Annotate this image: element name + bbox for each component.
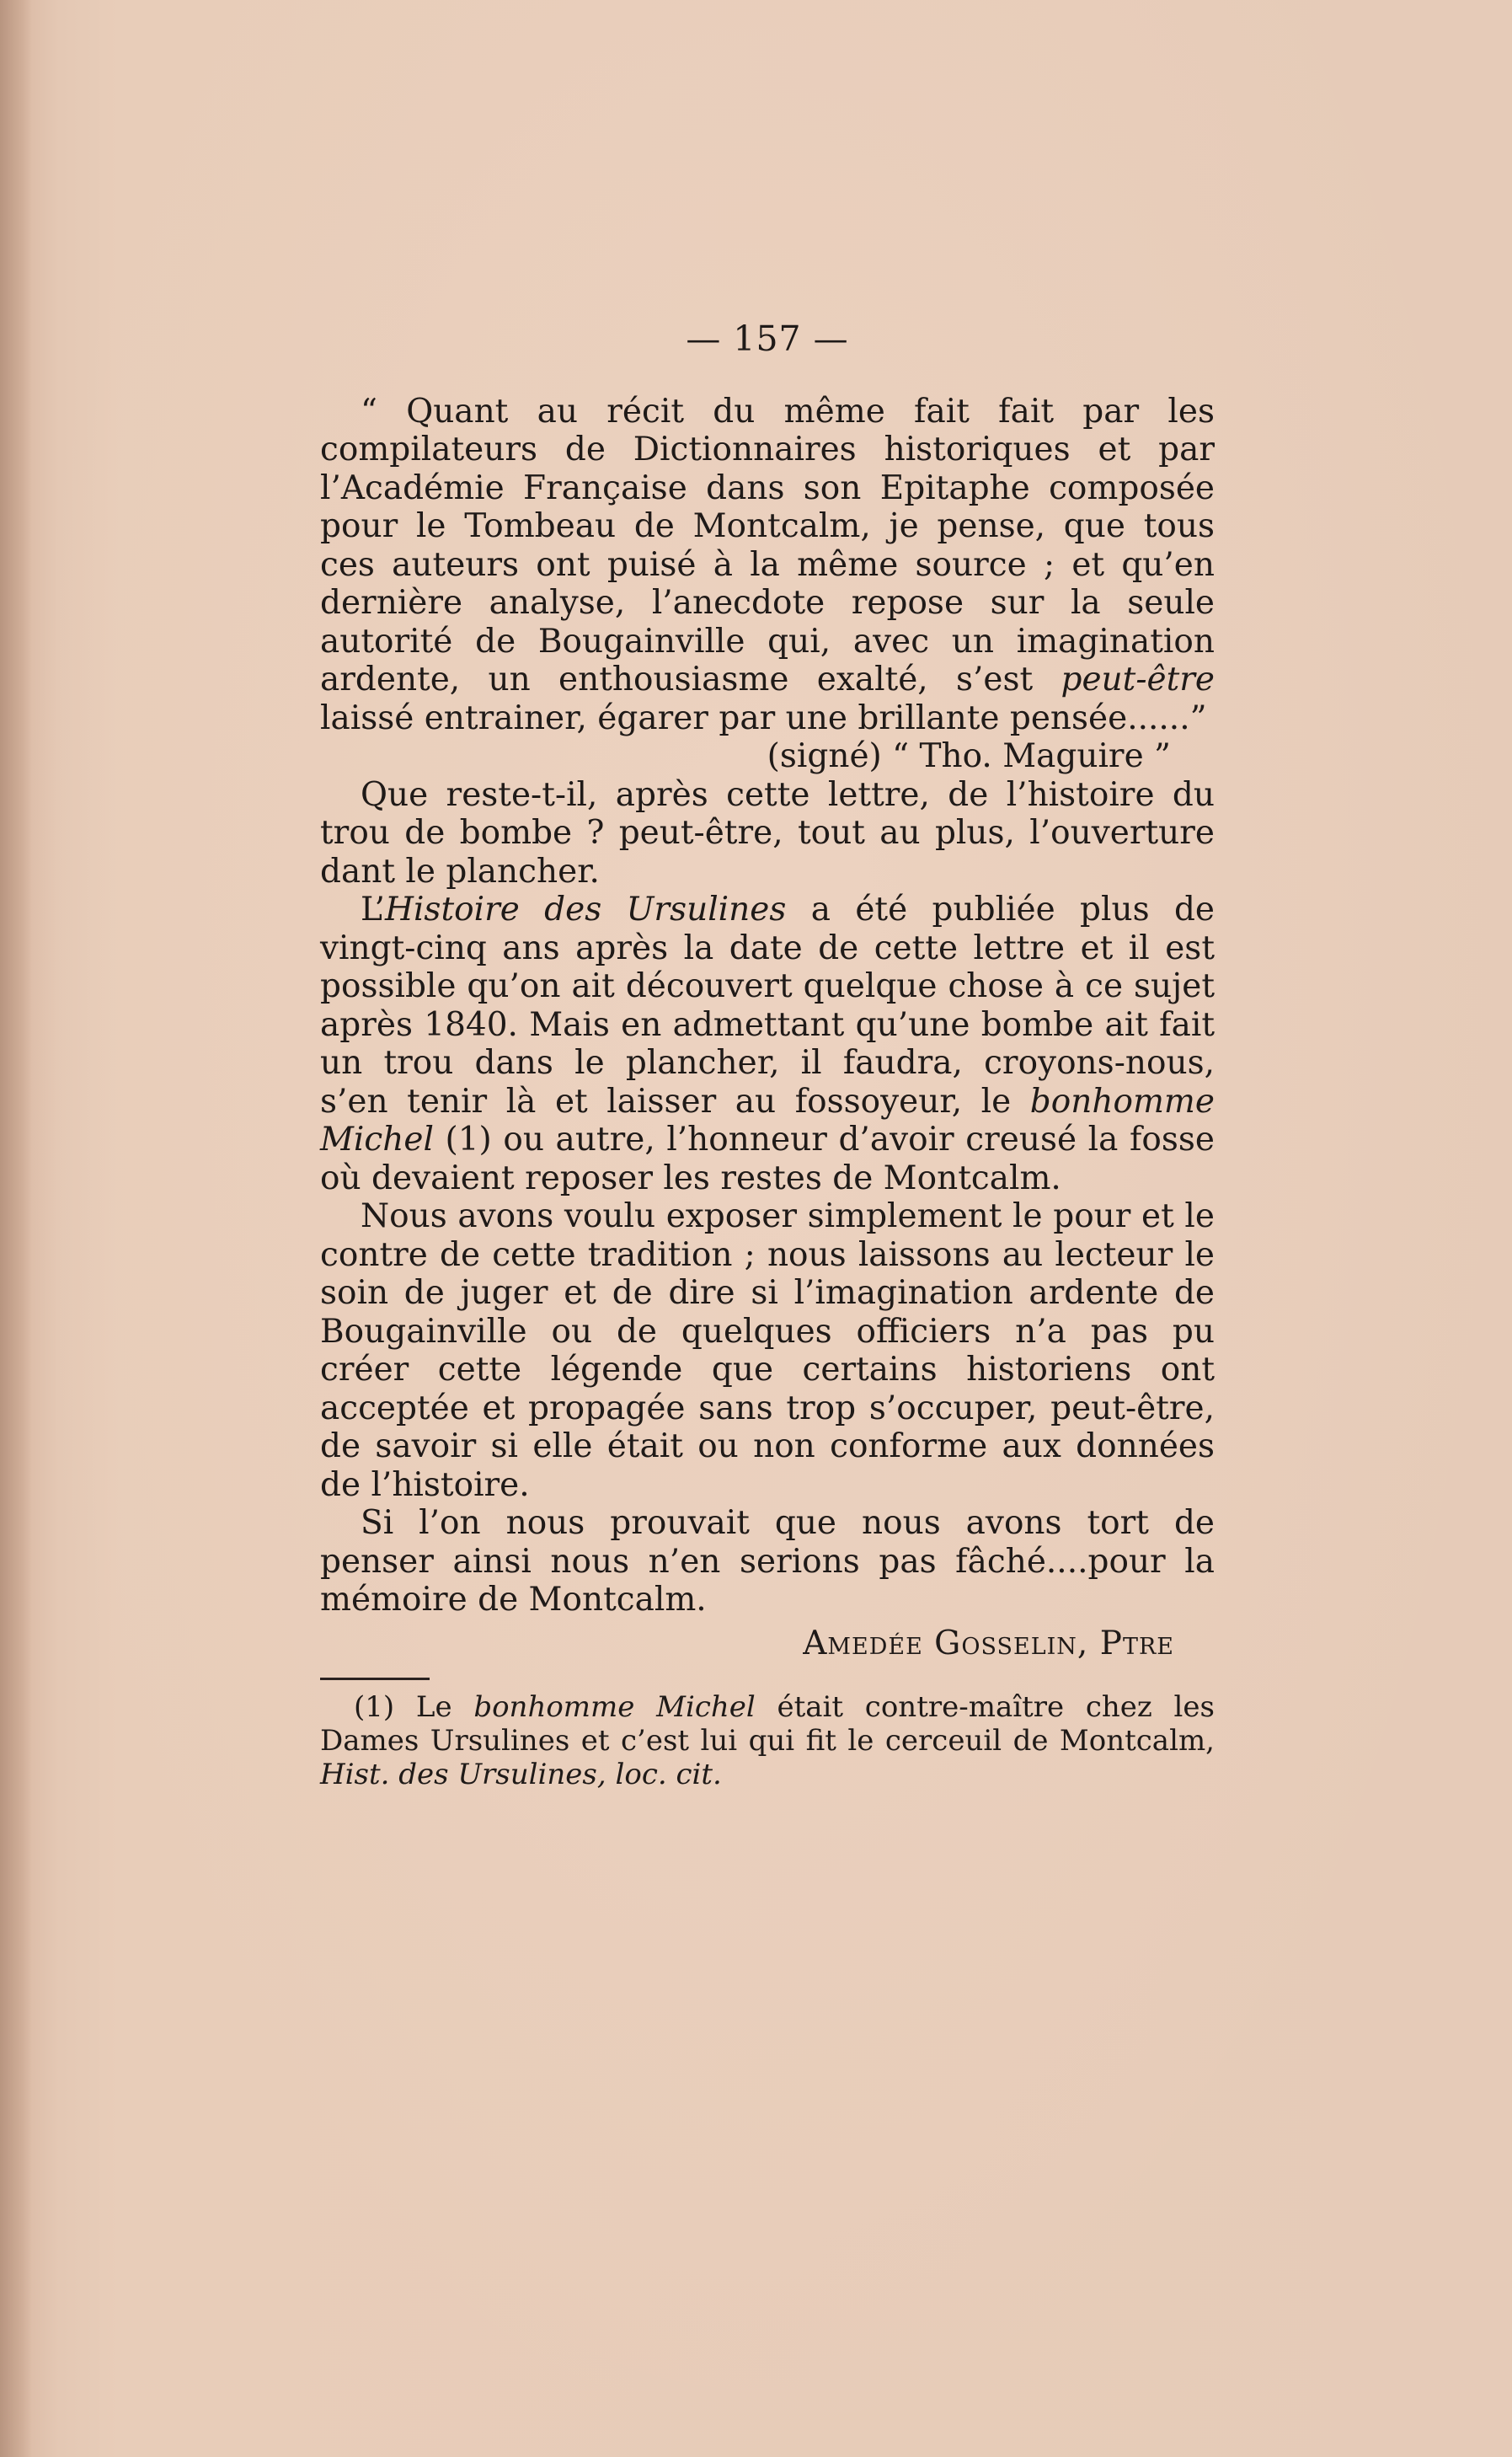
- paragraph-3: [320, 891, 1215, 1197]
- p3-end: (1) ou autre, l’honneur d’avoir creusé la fosse où devaient reposer les restes de Montcalm.: [320, 1121, 1215, 1197]
- signature-line: (signé) “ Tho. Maguire ”: [767, 737, 1171, 775]
- quote-text-end: laissé entrainer, égarer par une brillante pensée......”: [320, 699, 1207, 737]
- footnote-rule: [320, 1678, 430, 1680]
- page-number: — 157 —: [686, 318, 849, 359]
- footnote-italic-name: bonhomme Michel: [473, 1690, 756, 1724]
- quote-text: “ Quant au récit du même fait fait par les compilateurs de Dictionnaires historiques et par l’Académie Française dans son Epitaphe composée pour le Tombeau de Montcalm, je pense, que tous ces auteurs ont puisé à la même source ; et qu’en dernière analyse, l’anecdote repose sur la seule autorité de Bougainville qui, avec un imagination ardente, un enthousiasme exalté, s’est: [320, 392, 1215, 699]
- p3-italic-title: Histoire des Ursulines: [384, 891, 787, 929]
- p3-mid: a été publiée plus de vingt-cinq ans après la date de cette lettre et il est possible qu’on ait découvert quelque chose à ce sujet après 1840. Mais en admettant qu’une bombe ait fait un trou dans le plancher, il faudra, croyons-nous, s’en tenir là et laisser au fossoyeur, le: [320, 891, 1215, 1121]
- footnote-italic-citation: Hist. des Ursulines, loc. cit.: [320, 1758, 722, 1791]
- book-spine-shadow: [0, 0, 32, 2457]
- quote-italic: peut-être: [1061, 661, 1215, 699]
- paragraph-4: Nous avons voulu exposer simplement le pour et le contre de cette tradition ; nous laissons au lecteur le soin de juger et de dire si l’imagination ardente de Bougainville ou de quelques officiers n’a pas pu créer cette légende que certains historiens ont acceptée et propagée sans trop s’occuper, peut-être, de savoir si elle était ou non conforme aux données de l’histoire.: [320, 1197, 1215, 1504]
- footnote-marker: (1) Le: [354, 1690, 452, 1724]
- footnote-text: était contre-maître chez les Dames Ursulines et c’est lui qui fit le cerceuil de Montcalm,: [320, 1690, 1215, 1758]
- paragraph-2: Que reste-t-il, après cette lettre, de l’histoire du trou de bombe ? peut-être, tout au plus, l’ouverture dant le plancher.: [320, 775, 1215, 891]
- paragraph-5: Si l’on nous prouvait que nous avons tort de penser ainsi nous n’en serions pas fâché....pour la mémoire de Montcalm.: [320, 1504, 1215, 1619]
- page-content: [320, 320, 1215, 1791]
- p3-start: L’: [361, 891, 385, 929]
- p3-italic-name: bonhomme Michel: [320, 1082, 1215, 1159]
- paragraph-quote: [320, 393, 1215, 738]
- footnote: [320, 1690, 1215, 1791]
- author-signature: Amedée Gosselin, Ptre: [803, 1624, 1174, 1662]
